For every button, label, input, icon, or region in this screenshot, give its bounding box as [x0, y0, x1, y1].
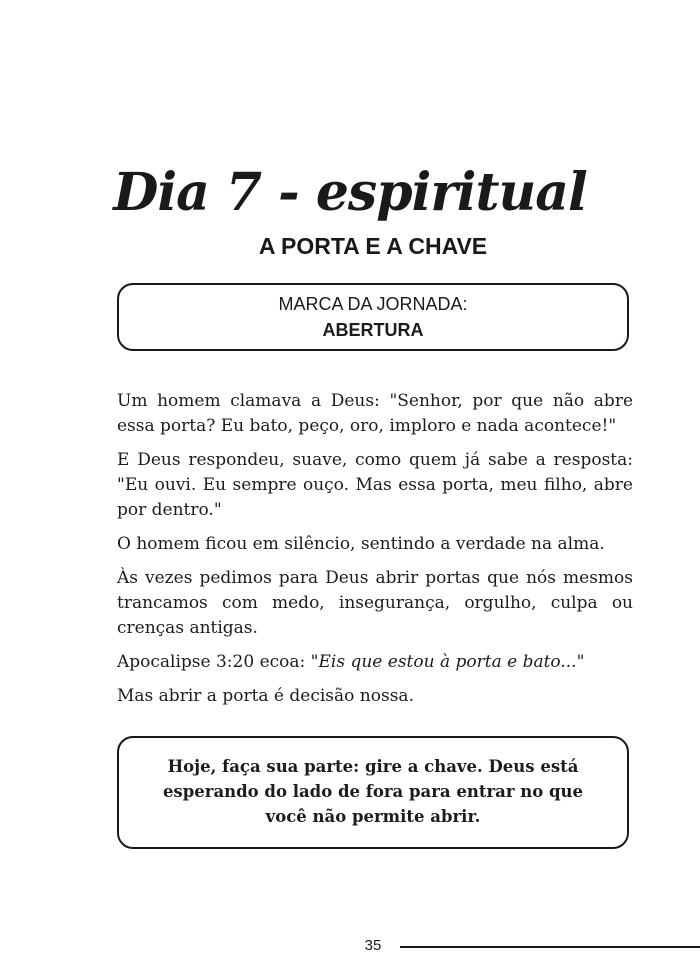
footer-divider [400, 946, 700, 948]
paragraph: Às vezes pedimos para Deus abrir portas que nós mesmos trancamos com medo, insegurança, orgulho, culpa ou crenças antigas. [117, 568, 633, 638]
journey-mark-value: ABERTURA [322, 320, 424, 340]
paragraph: Mas abrir a porta é decisão nossa. [117, 686, 414, 706]
highlight-box [117, 736, 629, 849]
page-subtitle: A PORTA E A CHAVE [258, 233, 488, 259]
paragraph-verse [117, 650, 633, 675]
page-number: 35 [364, 937, 382, 954]
body-text [117, 389, 633, 718]
paragraph: O homem ficou em silêncio, sentindo a verdade na alma. [117, 534, 605, 554]
verse-suffix: " [576, 652, 585, 672]
highlight-text: Hoje, faça sua parte: gire a chave. Deus está esperando do lado de fora para entrar no que você não permite abrir. [162, 757, 584, 826]
paragraph: E Deus respondeu, suave, como quem já sabe a resposta: "Eu ouvi. Eu sempre ouço. Mas essa porta, meu filho, abre por dentro." [117, 450, 633, 520]
paragraph: Um homem clamava a Deus: "Senhor, por que não abre essa porta? Eu bato, peço, oro, imploro e nada acontece!" [117, 391, 633, 436]
verse-quote: Eis que estou à porta e bato... [318, 652, 577, 672]
page-title: Dia 7 - espiritual [113, 162, 587, 223]
verse-prefix: Apocalipse 3:20 ecoa: " [117, 652, 319, 672]
journey-mark-box [117, 283, 629, 351]
journey-mark-label: MARCA DA JORNADA: [278, 294, 468, 314]
